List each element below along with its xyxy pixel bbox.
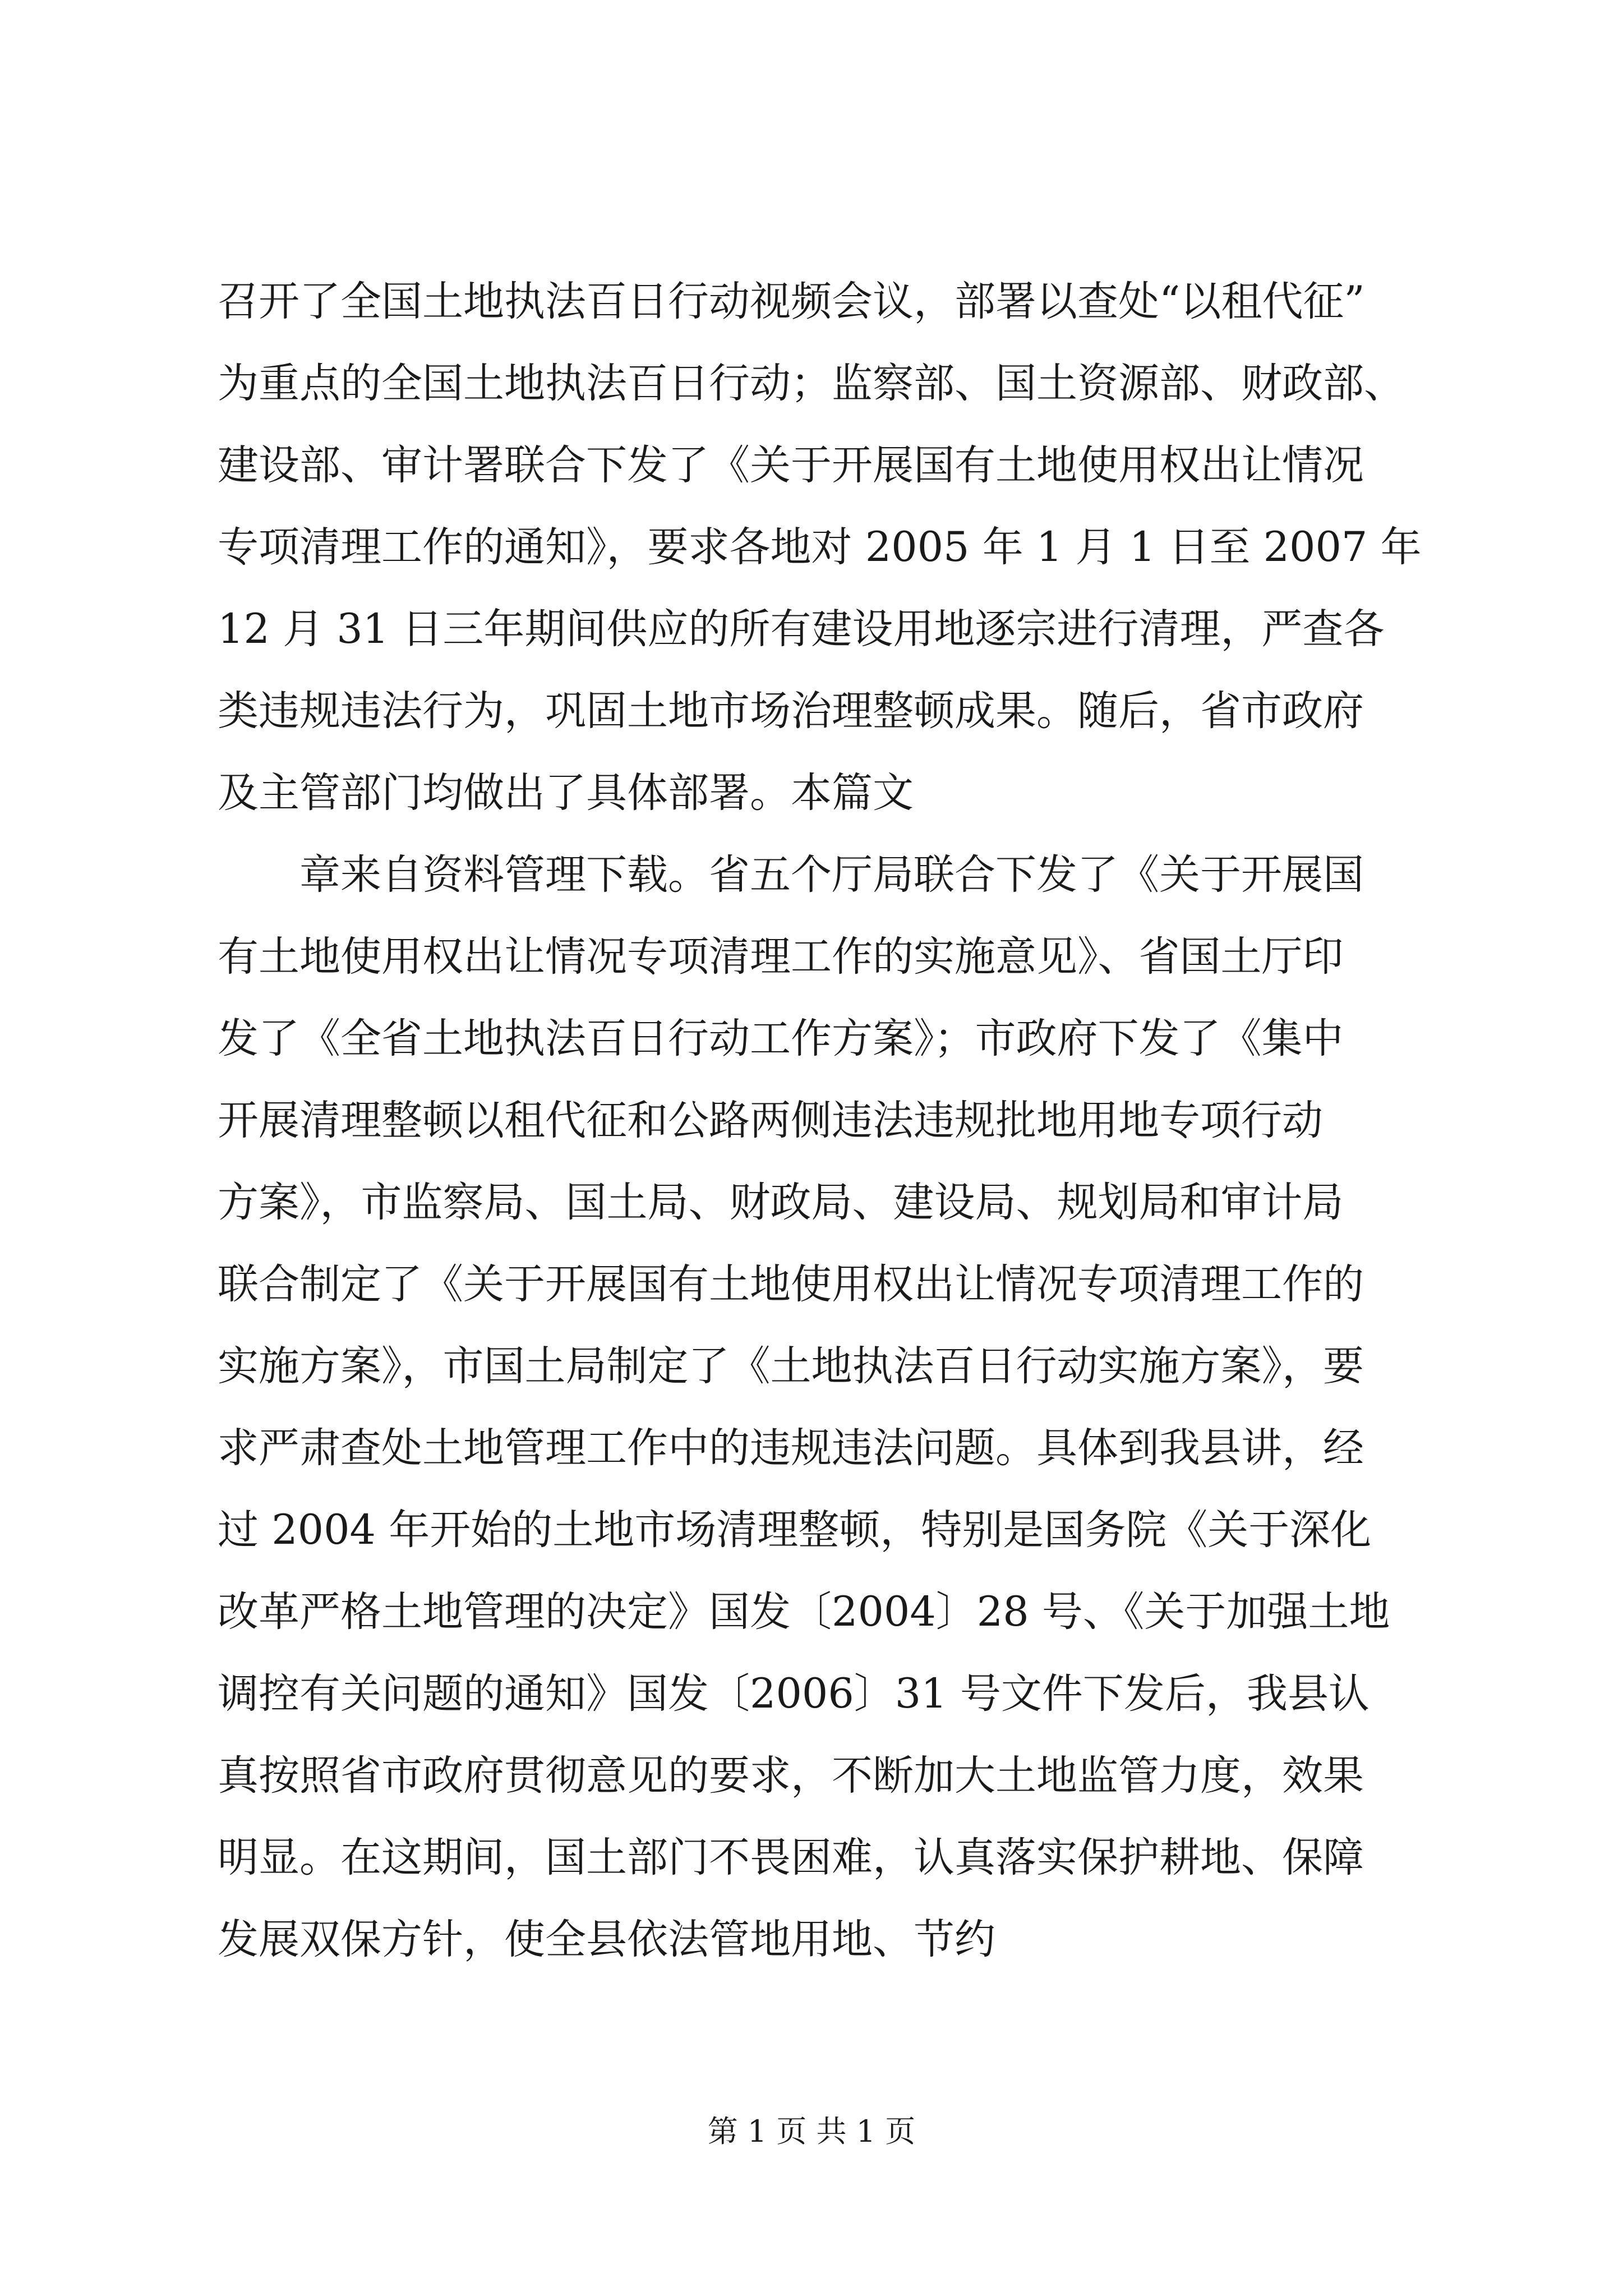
text-line: 发展双保方针，使全县依法管地用地、节约 <box>218 1916 995 1963</box>
text-line: 开展清理整顿以租代征和公路两侧违法违规批地用地专项行动 <box>218 1097 1323 1144</box>
text-line: 求严肃查处土地管理工作中的违规违法问题。具体到我县讲，经 <box>218 1424 1364 1472</box>
text-line: 明显。在这期间，国土部门不畏困难，认真落实保护耕地、保障 <box>218 1834 1364 1881</box>
text-line: 建设部、审计署联合下发了《关于开展国有土地使用权出让情况 <box>218 441 1364 489</box>
text-line: 章来自资料管理下载。省五个厅局联合下发了《关于开展国 <box>218 851 1364 899</box>
text-line: 方案》，市监察局、国土局、财政局、建设局、规划局和审计局 <box>218 1179 1344 1226</box>
text-line: 发了《全省土地执法百日行动工作方案》；市政府下发了《集中 <box>218 1015 1344 1062</box>
text-line: 类违规违法行为，巩固土地市场治理整顿成果。随后，省市政府 <box>218 687 1364 735</box>
text-line: 过 2004 年开始的土地市场清理整顿，特别是国务院《关于深化 <box>218 1506 1372 1554</box>
text-line: 为重点的全国土地执法百日行动；监察部、国土资源部、财政部、 <box>218 360 1405 407</box>
text-line: 真按照省市政府贯彻意见的要求，不断加大土地监管力度，效果 <box>218 1752 1364 1800</box>
body-text <box>218 261 1440 1981</box>
page-number: 第 1 页 共 1 页 <box>707 2114 916 2149</box>
text-line: 有土地使用权出让情况专项清理工作的实施意见》、省国土厅印 <box>218 933 1344 981</box>
text-line: 改革严格土地管理的决定》国发〔2004〕28 号、《关于加强土地 <box>218 1588 1390 1636</box>
text-line: 联合制定了《关于开展国有土地使用权出让情况专项清理工作的 <box>218 1260 1364 1308</box>
text-line: 实施方案》，市国土局制定了《土地执法百日行动实施方案》，要 <box>218 1342 1364 1390</box>
text-line: 12 月 31 日三年期间供应的所有建设用地逐宗进行清理，严查各 <box>218 605 1385 653</box>
text-line: 专项清理工作的通知》，要求各地对 2005 年 1 月 1 日至 2007 年 <box>218 523 1422 571</box>
text-line: 召开了全国土地执法百日行动视频会议，部署以查处“以租代征” <box>218 278 1365 325</box>
text-line: 调控有关问题的通知》国发〔2006〕31 号文件下发后，我县认 <box>218 1670 1370 1718</box>
text-line: 及主管部门均做出了具体部署。本篇文 <box>218 769 914 817</box>
page-footer <box>0 2112 1623 2151</box>
